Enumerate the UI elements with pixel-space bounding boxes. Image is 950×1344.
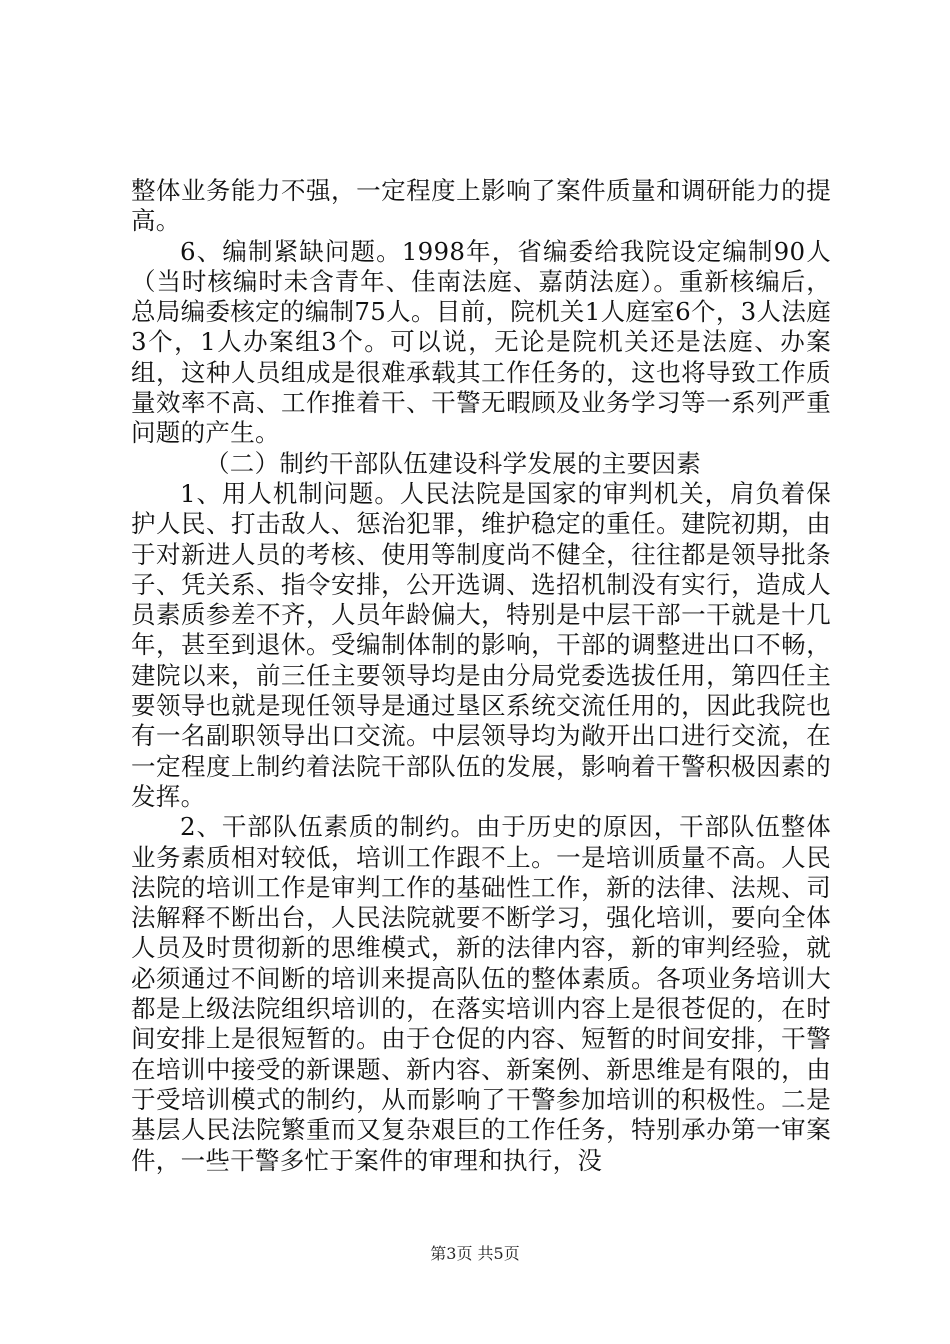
- page-footer: 第3页 共5页: [430, 1244, 520, 1263]
- paragraph-staffing-shortage: 6、编制紧缺问题。1998年，省编委给我院设定编制90人（当时核编时未含青年、佳南法庭、嘉荫法庭）。重新核编后，总局编委核定的编制75人。目前，院机关1人庭室6个，3人法庭3个，1人办案组3个。可以说，无论是院机关还是法庭、办案组，这种人员组成是很难承载其工作任务的，这也将导致工作质量效率不高、工作推着干、干警无暇顾及业务学习等一系列严重问题的产生。: [131, 236, 831, 448]
- section-heading: （二）制约干部队伍建设科学发展的主要因素: [205, 448, 701, 478]
- document-body: [131, 176, 831, 1176]
- paragraph-cadre-quality: 2、干部队伍素质的制约。由于历史的原因，干部队伍整体业务素质相对较低，培训工作跟不上。一是培训质量不高。人民法院的培训工作是审判工作的基础性工作，新的法律、法规、司法解释不断出台，人民法院就要不断学习，强化培训，要向全体人员及时贯彻新的思维模式，新的法律内容，新的审判经验，就必须通过不间断的培训来提高队伍的整体素质。各项业务培训大都是上级法院组织培训的，在落实培训内容上是很苍促的，在时间安排上是很短暂的。由于仓促的内容、短暂的时间安排，干警在培训中接受的新课题、新内容、新案例、新思维是有限的，由于受培训模式的制约，从而影响了干警参加培训的积极性。二是基层人民法院繁重而又复杂艰巨的工作任务，特别承办第一审案件，一些干警多忙于案件的审理和执行，没: [131, 812, 831, 1175]
- paragraph-continuation: 整体业务能力不强，一定程度上影响了案件质量和调研能力的提高。: [131, 176, 831, 236]
- paragraph-employment-mechanism: 1、用人机制问题。人民法院是国家的审判机关，肩负着保护人民、打击敌人、惩治犯罪，维护稳定的重任。建院初期，由于对新进人员的考核、使用等制度尚不健全，往往都是领导批条子、凭关系、指令安排，公开选调、选招机制没有实行，造成人员素质参差不齐，人员年龄偏大，特别是中层干部一干就是十几年，甚至到退休。受编制体制的影响，干部的调整进出口不畅，建院以来，前三任主要领导均是由分局党委选拔任用，第四任主要领导也就是现任领导是通过垦区系统交流任用的，因此我院也有一名副职领导出口交流。中层领导均为敞开出口进行交流，在一定程度上制约着法院干部队伍的发展，影响着干警积极因素的发挥。: [131, 478, 831, 811]
